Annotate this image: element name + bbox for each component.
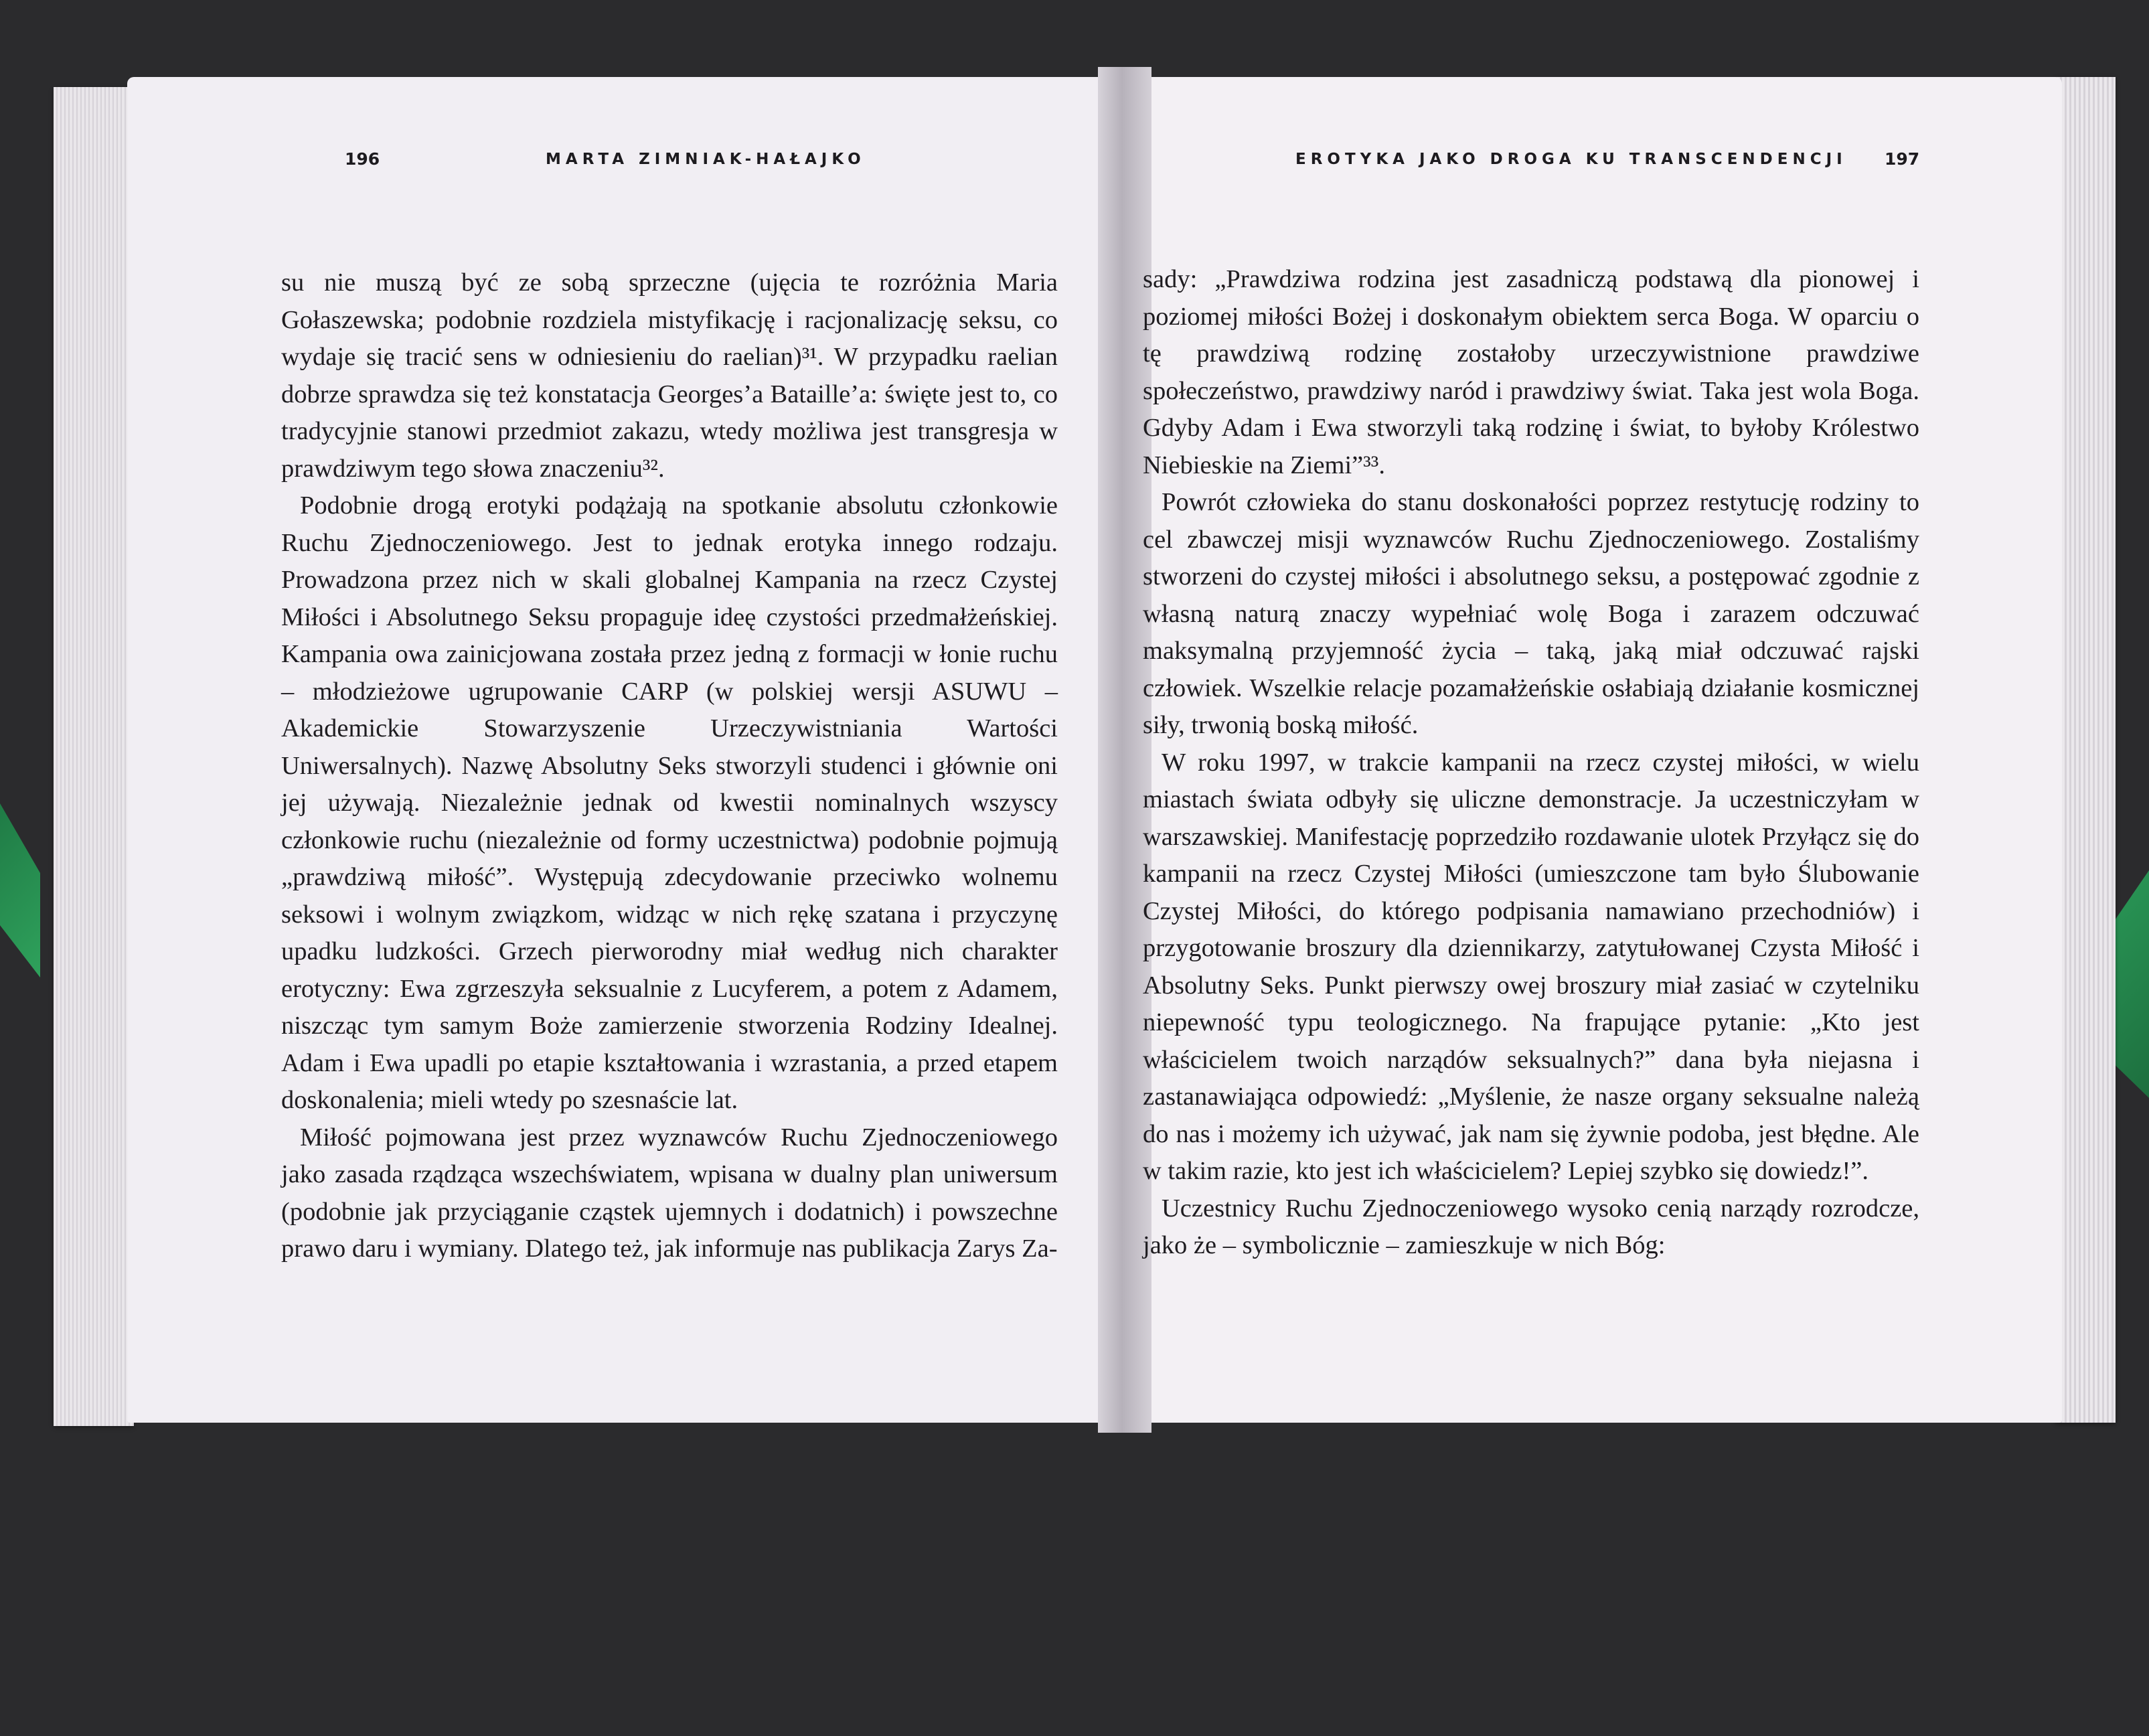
paragraph: Podobnie drogą erotyki podążają na spotkanie absolutu członkowie Ruchu Zjednoczeniowego. Jest to jednak erotyka innego rodzaju. Prowadzona przez nich w skali globalnej Kampania na rzecz Czystej Miłości i Absolutnego Seksu propaguje ideę czystości przedmałżeńskiej. Kampania owa zainicjowana została przez jedną z formacji w łonie ruchu – młodzieżowe ugrupowanie CARP (w polskiej wersji ASUWU – Akademickie Stowarzyszenie Urzeczywistniania Wartości Uniwersalnych). Nazwę Absolutny Seks stworzyli studenci i głównie oni jej używają. Niezależnie jednak od kwestii nominalnych wszyscy członkowie ruchu (niezależnie od formy uczestnictwa) podobnie pojmują „prawdziwą miłość”. Występują zdecydowanie przeciwko wolnemu seksowi i wolnym związkom, widząc w nich rękę szatana i przyczynę upadku ludzkości. Grzech pierworodny miał według nich charakter erotyczny: Ewa zgrzeszyła seksualnie z Lucyferem, a potem z Adamem, niszcząc tym samym Boże zamierzenie stworzenia Rodziny Idealnej. Adam i Ewa upadli po etapie kształtowania i wzrastania, a przed etapem doskonalenia; mieli wtedy po szesnaście lat. xyxy=(281,491,1058,1114)
left-page-body xyxy=(281,264,1058,1268)
running-head-left: MARTA ZIMNIAK-HAŁAJKO xyxy=(546,151,866,168)
paragraph: su nie muszą być ze sobą sprzeczne (ujęcia te rozróżnia Maria Gołaszewska; podobnie rozdziela mistyfikację i racjonalizację seksu, co wydaje się tracić sens w odniesieniu do raelian)³¹. W przypadku raelian dobrze sprawdza się też konstatacja Georges’a Bataille’a: święte jest to, co tradycyjnie stanowi przedmiot zakazu, wtedy możliwa jest transgresja w prawdziwym tego słowa znaczeniu³². xyxy=(281,268,1058,483)
paragraph: sady: „Prawdziwa rodzina jest zasadniczą podstawą dla pionowej i poziomej miłości Bożej i doskonałym obiektem serca Boga. W oparciu o tę prawdziwą rodzinę zostałoby urzeczywistnione prawdziwe społeczeństwo, prawdziwy naród i prawdziwy świat. Taka jest wola Boga. Gdyby Adam i Ewa stworzyli taką rodzinę i świat, to byłoby Królestwo Niebieskie na Ziemi”³³. xyxy=(1143,265,1919,479)
page-number-right: 197 xyxy=(1885,149,1920,169)
page-edges-right xyxy=(2055,77,2116,1423)
paragraph: Uczestnicy Ruchu Zjednoczeniowego wysoko cenią narządy rozrodcze, jako że – symbolicznie – zamieszkuje w nich Bóg: xyxy=(1143,1194,1919,1259)
paragraph: Miłość pojmowana jest przez wyznawców Ruchu Zjednoczeniowego jako zasada rządząca wszechświatem, wpisana w dualny plan uniwersum (podobnie jak przyciąganie cząstek ujemnych i dodatnich) i powszechne prawo daru i wymiany. Dlatego też, jak informuje nas publikacja Zarys Za- xyxy=(281,1123,1058,1263)
paragraph: W roku 1997, w trakcie kampanii na rzecz czystej miłości, w wielu miastach świata odbyły się uliczne demonstracje. Ja uczestniczyłam w warszawskiej. Manifestację poprzedziło rozdawanie ulotek Przyłącz się do kampanii na rzecz Czystej Miłości (umieszczone tam było Ślubowanie Czystej Miłości, do którego podpisania namawiano przechodniów) i przygotowanie broszury dla dziennikarzy, zatytułowanej Czysta Miłość i Absolutny Seks. Punkt pierwszy owej broszury miał zasiać w czytelniku niepewność typu teologicznego. Na frapujące pytanie: „Kto jest właścicielem twoich narządów seksualnych?” dana była niejasna i zastanawiająca odpowiedź: „Myślenie, że nasze organy seksualne należą do nas i możemy ich używać, jak nam się żywnie podoba, jest błędne. Ale w takim razie, kto jest ich właścicielem? Lepiej szybko się dowiedz!”. xyxy=(1143,748,1919,1185)
paragraph: Powrót człowieka do stanu doskonałości poprzez restytucję rodziny to cel zbawczej misji wyznawców Ruchu Zjednoczeniowego. Zostaliśmy stworzeni do czystej miłości i absolutnego seksu, a postępować zgodnie z własną naturą znaczy wypełniać wolę Boga i zarazem odczuwać maksymalną przyjemność życia – taką, jaką miał odczuwać rajski człowiek. Wszelkie relacje pozamałżeńskie osłabiają działanie kosmicznej siły, trwonią boską miłość. xyxy=(1143,488,1919,739)
right-page-body xyxy=(1143,261,1919,1265)
page-number-left: 196 xyxy=(345,149,380,169)
background-green-shape xyxy=(0,803,40,977)
page-edges-left xyxy=(54,87,134,1426)
running-head-right: EROTYKA JAKO DROGA KU TRANSCENDENCJI xyxy=(1295,151,1847,168)
